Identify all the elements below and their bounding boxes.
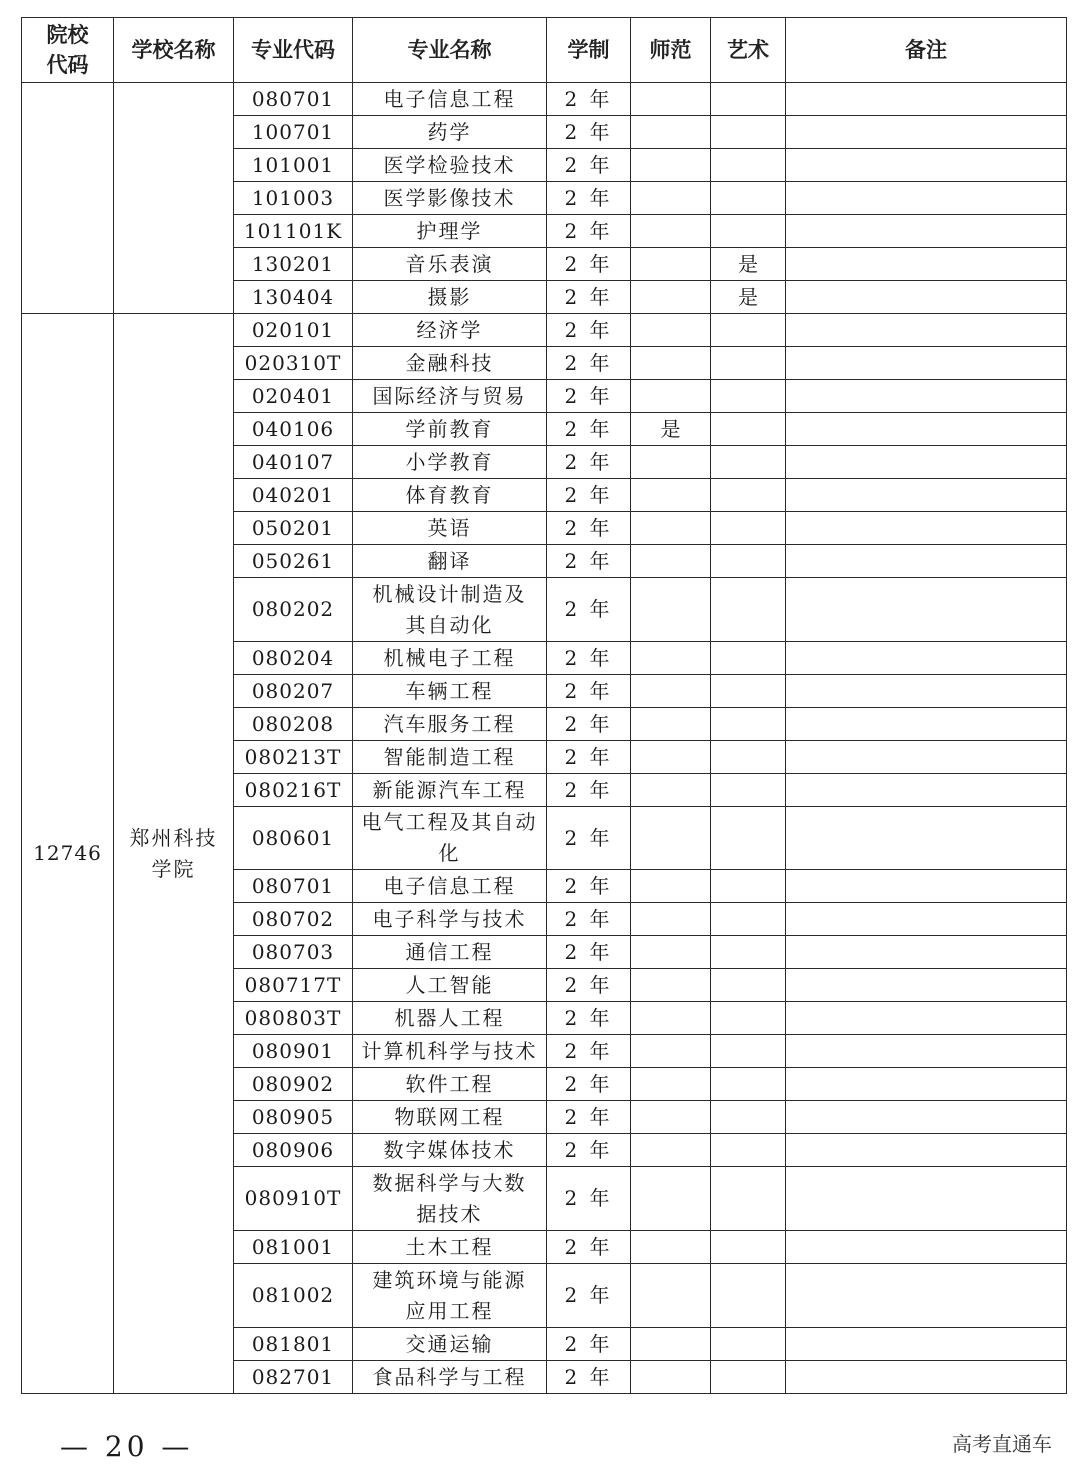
art-cell bbox=[711, 1328, 786, 1361]
teacher-training-cell bbox=[631, 1328, 711, 1361]
major-name-cell: 摄影 bbox=[353, 281, 547, 314]
teacher-training-cell bbox=[631, 149, 711, 182]
header-major-code: 专业代码 bbox=[234, 18, 353, 83]
remarks-cell bbox=[786, 675, 1067, 708]
major-name-cell: 软件工程 bbox=[353, 1068, 547, 1101]
major-code-cell: 080901 bbox=[234, 1035, 353, 1068]
remarks-cell bbox=[786, 413, 1067, 446]
duration-cell: 2 年 bbox=[547, 1035, 631, 1068]
major-code-cell: 080202 bbox=[234, 578, 353, 642]
major-code-cell: 080208 bbox=[234, 708, 353, 741]
duration-cell: 2 年 bbox=[547, 1264, 631, 1328]
art-cell bbox=[711, 215, 786, 248]
major-name-cell: 食品科学与工程 bbox=[353, 1361, 547, 1394]
art-cell bbox=[711, 578, 786, 642]
duration-cell: 2 年 bbox=[547, 215, 631, 248]
remarks-cell bbox=[786, 936, 1067, 969]
duration-cell: 2 年 bbox=[547, 774, 631, 807]
duration-cell: 2 年 bbox=[547, 281, 631, 314]
duration-cell: 2 年 bbox=[547, 1068, 631, 1101]
header-major-name: 专业名称 bbox=[353, 18, 547, 83]
major-code-cell: 082701 bbox=[234, 1361, 353, 1394]
teacher-training-cell bbox=[631, 1101, 711, 1134]
major-code-cell: 101003 bbox=[234, 182, 353, 215]
major-code-cell: 020101 bbox=[234, 314, 353, 347]
teacher-training-cell bbox=[631, 314, 711, 347]
major-name-cell: 国际经济与贸易 bbox=[353, 380, 547, 413]
remarks-cell bbox=[786, 314, 1067, 347]
major-name-cell: 护理学 bbox=[353, 215, 547, 248]
major-code-cell: 130404 bbox=[234, 281, 353, 314]
remarks-cell bbox=[786, 380, 1067, 413]
remarks-cell bbox=[786, 1231, 1067, 1264]
school-name-cell: 郑州科技 学院 bbox=[114, 314, 234, 1394]
art-cell bbox=[711, 545, 786, 578]
teacher-training-cell bbox=[631, 281, 711, 314]
duration-cell: 2 年 bbox=[547, 578, 631, 642]
remarks-cell bbox=[786, 248, 1067, 281]
major-name-cell: 经济学 bbox=[353, 314, 547, 347]
duration-cell: 2 年 bbox=[547, 870, 631, 903]
school-code-cell bbox=[22, 83, 114, 314]
major-name-cell: 通信工程 bbox=[353, 936, 547, 969]
art-cell bbox=[711, 741, 786, 774]
page-number: — 20 — bbox=[60, 1430, 194, 1463]
teacher-training-cell bbox=[631, 708, 711, 741]
major-name-cell: 交通运输 bbox=[353, 1328, 547, 1361]
major-name-cell: 机器人工程 bbox=[353, 1002, 547, 1035]
remarks-cell bbox=[786, 969, 1067, 1002]
art-cell bbox=[711, 807, 786, 870]
watermark-text: 高考直通车 bbox=[952, 1432, 1052, 1456]
major-code-cell: 080703 bbox=[234, 936, 353, 969]
major-code-cell: 080207 bbox=[234, 675, 353, 708]
duration-cell: 2 年 bbox=[547, 116, 631, 149]
teacher-training-cell bbox=[631, 1167, 711, 1231]
header-school-name: 学校名称 bbox=[114, 18, 234, 83]
major-code-cell: 101001 bbox=[234, 149, 353, 182]
art-cell bbox=[711, 1002, 786, 1035]
remarks-cell bbox=[786, 215, 1067, 248]
major-code-cell: 050261 bbox=[234, 545, 353, 578]
major-name-cell: 新能源汽车工程 bbox=[353, 774, 547, 807]
teacher-training-cell bbox=[631, 774, 711, 807]
remarks-cell bbox=[786, 1167, 1067, 1231]
art-cell bbox=[711, 446, 786, 479]
art-cell bbox=[711, 413, 786, 446]
duration-cell: 2 年 bbox=[547, 380, 631, 413]
major-code-cell: 040106 bbox=[234, 413, 353, 446]
duration-cell: 2 年 bbox=[547, 248, 631, 281]
art-cell: 是 bbox=[711, 248, 786, 281]
major-code-cell: 040201 bbox=[234, 479, 353, 512]
duration-cell: 2 年 bbox=[547, 182, 631, 215]
major-code-cell: 080701 bbox=[234, 870, 353, 903]
art-cell bbox=[711, 1068, 786, 1101]
remarks-cell bbox=[786, 347, 1067, 380]
major-code-cell: 081002 bbox=[234, 1264, 353, 1328]
duration-cell: 2 年 bbox=[547, 936, 631, 969]
remarks-cell bbox=[786, 578, 1067, 642]
art-cell bbox=[711, 116, 786, 149]
art-cell bbox=[711, 642, 786, 675]
major-code-cell: 080910T bbox=[234, 1167, 353, 1231]
duration-cell: 2 年 bbox=[547, 1101, 631, 1134]
teacher-training-cell bbox=[631, 870, 711, 903]
duration-cell: 2 年 bbox=[547, 1361, 631, 1394]
header-duration: 学制 bbox=[547, 18, 631, 83]
remarks-cell bbox=[786, 1328, 1067, 1361]
teacher-training-cell bbox=[631, 182, 711, 215]
art-cell: 是 bbox=[711, 281, 786, 314]
teacher-training-cell bbox=[631, 347, 711, 380]
major-code-cell: 080204 bbox=[234, 642, 353, 675]
major-name-cell: 机械电子工程 bbox=[353, 642, 547, 675]
art-cell bbox=[711, 870, 786, 903]
duration-cell: 2 年 bbox=[547, 314, 631, 347]
remarks-cell bbox=[786, 642, 1067, 675]
duration-cell: 2 年 bbox=[547, 1167, 631, 1231]
header-remarks: 备注 bbox=[786, 18, 1067, 83]
major-code-cell: 020310T bbox=[234, 347, 353, 380]
remarks-cell bbox=[786, 1002, 1067, 1035]
art-cell bbox=[711, 1361, 786, 1394]
duration-cell: 2 年 bbox=[547, 479, 631, 512]
major-name-cell: 数据科学与大数 据技术 bbox=[353, 1167, 547, 1231]
major-name-cell: 小学教育 bbox=[353, 446, 547, 479]
art-cell bbox=[711, 1101, 786, 1134]
table-header-row bbox=[22, 18, 1067, 83]
art-cell bbox=[711, 708, 786, 741]
major-code-cell: 050201 bbox=[234, 512, 353, 545]
remarks-cell bbox=[786, 545, 1067, 578]
remarks-cell bbox=[786, 1361, 1067, 1394]
major-name-cell: 人工智能 bbox=[353, 969, 547, 1002]
major-code-cell: 080216T bbox=[234, 774, 353, 807]
major-name-cell: 学前教育 bbox=[353, 413, 547, 446]
major-name-cell: 物联网工程 bbox=[353, 1101, 547, 1134]
major-name-cell: 数字媒体技术 bbox=[353, 1134, 547, 1167]
teacher-training-cell bbox=[631, 248, 711, 281]
duration-cell: 2 年 bbox=[547, 807, 631, 870]
art-cell bbox=[711, 774, 786, 807]
major-code-cell: 080906 bbox=[234, 1134, 353, 1167]
major-name-cell: 电气工程及其自动化 bbox=[353, 807, 547, 870]
teacher-training-cell bbox=[631, 642, 711, 675]
duration-cell: 2 年 bbox=[547, 149, 631, 182]
art-cell bbox=[711, 83, 786, 116]
teacher-training-cell bbox=[631, 1231, 711, 1264]
remarks-cell bbox=[786, 479, 1067, 512]
teacher-training-cell bbox=[631, 446, 711, 479]
duration-cell: 2 年 bbox=[547, 1231, 631, 1264]
art-cell bbox=[711, 1035, 786, 1068]
teacher-training-cell bbox=[631, 969, 711, 1002]
remarks-cell bbox=[786, 870, 1067, 903]
major-name-cell: 金融科技 bbox=[353, 347, 547, 380]
teacher-training-cell bbox=[631, 1134, 711, 1167]
art-cell bbox=[711, 149, 786, 182]
duration-cell: 2 年 bbox=[547, 741, 631, 774]
major-code-cell: 081801 bbox=[234, 1328, 353, 1361]
major-name-cell: 药学 bbox=[353, 116, 547, 149]
teacher-training-cell bbox=[631, 1361, 711, 1394]
remarks-cell bbox=[786, 903, 1067, 936]
remarks-cell bbox=[786, 708, 1067, 741]
remarks-cell bbox=[786, 1068, 1067, 1101]
teacher-training-cell bbox=[631, 903, 711, 936]
major-name-cell: 翻译 bbox=[353, 545, 547, 578]
major-name-cell: 汽车服务工程 bbox=[353, 708, 547, 741]
teacher-training-cell bbox=[631, 936, 711, 969]
table-row bbox=[22, 83, 1067, 116]
major-code-cell: 080702 bbox=[234, 903, 353, 936]
major-code-cell: 080803T bbox=[234, 1002, 353, 1035]
art-cell bbox=[711, 182, 786, 215]
teacher-training-cell bbox=[631, 479, 711, 512]
duration-cell: 2 年 bbox=[547, 642, 631, 675]
major-code-cell: 080902 bbox=[234, 1068, 353, 1101]
major-name-cell: 机械设计制造及 其自动化 bbox=[353, 578, 547, 642]
remarks-cell bbox=[786, 1101, 1067, 1134]
teacher-training-cell bbox=[631, 578, 711, 642]
duration-cell: 2 年 bbox=[547, 413, 631, 446]
major-code-cell: 100701 bbox=[234, 116, 353, 149]
remarks-cell bbox=[786, 446, 1067, 479]
major-name-cell: 医学影像技术 bbox=[353, 182, 547, 215]
art-cell bbox=[711, 1167, 786, 1231]
art-cell bbox=[711, 479, 786, 512]
major-name-cell: 智能制造工程 bbox=[353, 741, 547, 774]
teacher-training-cell bbox=[631, 1002, 711, 1035]
duration-cell: 2 年 bbox=[547, 446, 631, 479]
major-name-cell: 建筑环境与能源 应用工程 bbox=[353, 1264, 547, 1328]
major-name-cell: 车辆工程 bbox=[353, 675, 547, 708]
header-school-code: 院校 代码 bbox=[22, 18, 114, 83]
duration-cell: 2 年 bbox=[547, 512, 631, 545]
teacher-training-cell: 是 bbox=[631, 413, 711, 446]
major-code-cell: 130201 bbox=[234, 248, 353, 281]
remarks-cell bbox=[786, 1264, 1067, 1328]
school-name-cell bbox=[114, 83, 234, 314]
school-code-cell: 12746 bbox=[22, 314, 114, 1394]
duration-cell: 2 年 bbox=[547, 1002, 631, 1035]
major-code-cell: 080701 bbox=[234, 83, 353, 116]
major-code-cell: 080717T bbox=[234, 969, 353, 1002]
teacher-training-cell bbox=[631, 1068, 711, 1101]
duration-cell: 2 年 bbox=[547, 969, 631, 1002]
major-code-cell: 081001 bbox=[234, 1231, 353, 1264]
teacher-training-cell bbox=[631, 545, 711, 578]
duration-cell: 2 年 bbox=[547, 903, 631, 936]
remarks-cell bbox=[786, 182, 1067, 215]
major-name-cell: 土木工程 bbox=[353, 1231, 547, 1264]
teacher-training-cell bbox=[631, 116, 711, 149]
teacher-training-cell bbox=[631, 512, 711, 545]
teacher-training-cell bbox=[631, 675, 711, 708]
major-name-cell: 电子科学与技术 bbox=[353, 903, 547, 936]
header-art: 艺术 bbox=[711, 18, 786, 83]
art-cell bbox=[711, 1134, 786, 1167]
major-code-cell: 080601 bbox=[234, 807, 353, 870]
duration-cell: 2 年 bbox=[547, 675, 631, 708]
remarks-cell bbox=[786, 1035, 1067, 1068]
duration-cell: 2 年 bbox=[547, 545, 631, 578]
teacher-training-cell bbox=[631, 83, 711, 116]
duration-cell: 2 年 bbox=[547, 347, 631, 380]
art-cell bbox=[711, 969, 786, 1002]
teacher-training-cell bbox=[631, 807, 711, 870]
duration-cell: 2 年 bbox=[547, 83, 631, 116]
remarks-cell bbox=[786, 807, 1067, 870]
teacher-training-cell bbox=[631, 380, 711, 413]
table-row bbox=[22, 314, 1067, 347]
header-teacher-training: 师范 bbox=[631, 18, 711, 83]
remarks-cell bbox=[786, 149, 1067, 182]
art-cell bbox=[711, 380, 786, 413]
major-code-cell: 080213T bbox=[234, 741, 353, 774]
teacher-training-cell bbox=[631, 741, 711, 774]
major-name-cell: 体育教育 bbox=[353, 479, 547, 512]
teacher-training-cell bbox=[631, 1035, 711, 1068]
major-code-cell: 080905 bbox=[234, 1101, 353, 1134]
remarks-cell bbox=[786, 512, 1067, 545]
teacher-training-cell bbox=[631, 1264, 711, 1328]
major-code-cell: 040107 bbox=[234, 446, 353, 479]
major-name-cell: 电子信息工程 bbox=[353, 870, 547, 903]
major-name-cell: 计算机科学与技术 bbox=[353, 1035, 547, 1068]
art-cell bbox=[711, 936, 786, 969]
duration-cell: 2 年 bbox=[547, 1134, 631, 1167]
major-name-cell: 医学检验技术 bbox=[353, 149, 547, 182]
major-code-cell: 101101K bbox=[234, 215, 353, 248]
remarks-cell bbox=[786, 83, 1067, 116]
art-cell bbox=[711, 512, 786, 545]
major-name-cell: 电子信息工程 bbox=[353, 83, 547, 116]
art-cell bbox=[711, 903, 786, 936]
major-name-cell: 英语 bbox=[353, 512, 547, 545]
art-cell bbox=[711, 1231, 786, 1264]
duration-cell: 2 年 bbox=[547, 708, 631, 741]
table-body bbox=[22, 83, 1067, 1394]
major-code-cell: 020401 bbox=[234, 380, 353, 413]
remarks-cell bbox=[786, 1134, 1067, 1167]
remarks-cell bbox=[786, 281, 1067, 314]
remarks-cell bbox=[786, 741, 1067, 774]
remarks-cell bbox=[786, 774, 1067, 807]
duration-cell: 2 年 bbox=[547, 1328, 631, 1361]
art-cell bbox=[711, 1264, 786, 1328]
art-cell bbox=[711, 314, 786, 347]
majors-table bbox=[21, 17, 1067, 1394]
art-cell bbox=[711, 675, 786, 708]
remarks-cell bbox=[786, 116, 1067, 149]
major-name-cell: 音乐表演 bbox=[353, 248, 547, 281]
teacher-training-cell bbox=[631, 215, 711, 248]
art-cell bbox=[711, 347, 786, 380]
